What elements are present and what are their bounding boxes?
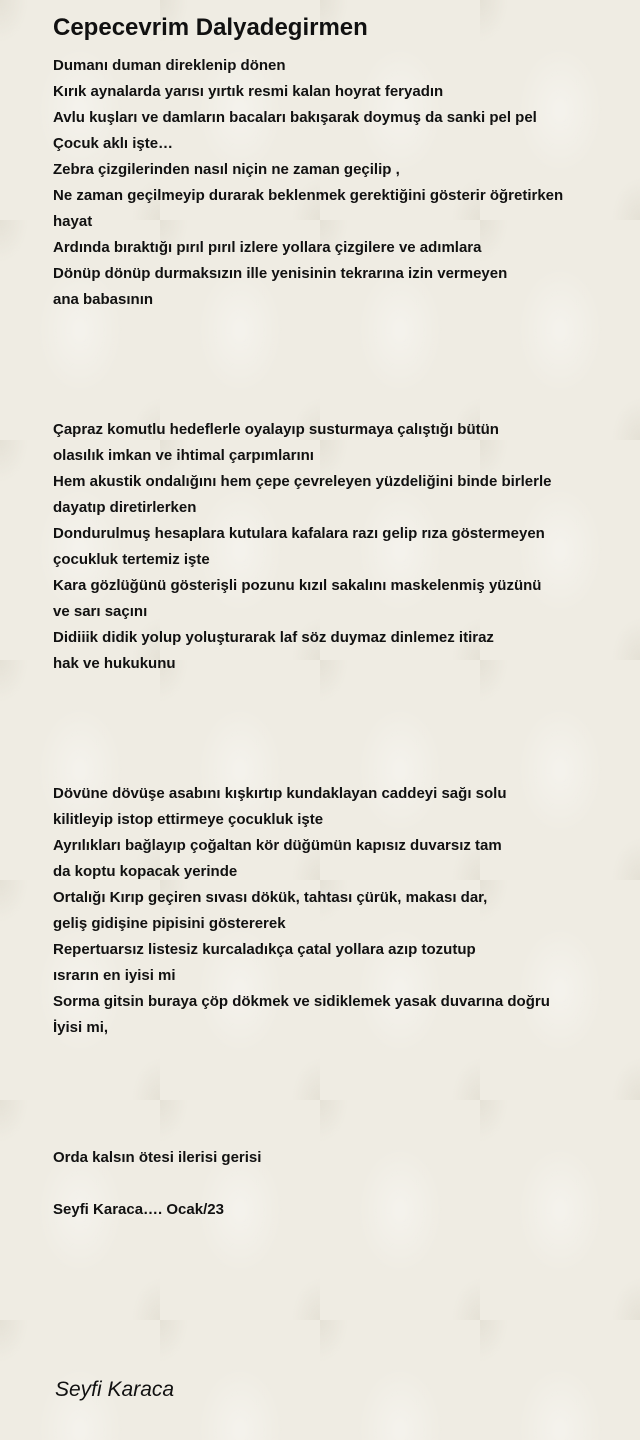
poem-line: Ardında bıraktığı pırıl pırıl izlere yollara çizgilere ve adımlara bbox=[53, 239, 482, 256]
poem-line: Dövüne dövüşe asabını kışkırtıp kundaklayan caddeyi sağı solu bbox=[53, 785, 507, 802]
closing-line: Orda kalsın ötesi ilerisi gerisi bbox=[53, 1149, 262, 1166]
poem-line: Sorma gitsin buraya çöp dökmek ve sidiklemek yasak duvarına doğru bbox=[53, 993, 550, 1010]
poem-line: olasılık imkan ve ihtimal çarpımlarını bbox=[53, 447, 314, 464]
poem-line: da koptu kopacak yerinde bbox=[53, 863, 238, 880]
poem-line: Didiiik didik yolup yoluşturarak laf söz duymaz dinlemez itiraz bbox=[53, 629, 494, 646]
poem-line: Ayrılıkları bağlayıp çoğaltan kör düğümün kapısız duvarsız tam bbox=[53, 837, 502, 854]
poem-title: Cepecevrim Dalyadegirmen bbox=[53, 14, 368, 41]
poem-line: hayat bbox=[53, 213, 93, 230]
poem-body bbox=[53, 53, 623, 1223]
poem-line: Avlu kuşları ve damların bacaları bakışarak doymuş da sanki pel pel bbox=[53, 109, 537, 126]
poem-line: geliş gidişine pipisini göstererek bbox=[53, 915, 286, 932]
poem-line: İyisi mi, bbox=[53, 1019, 109, 1036]
poem-line: kilitleyip istop ettirmeye çocukluk işte bbox=[53, 811, 324, 828]
poem-line: dayatıp diretirlerken bbox=[53, 499, 197, 516]
poem-line: Ne zaman geçilmeyip durarak beklenmek gerektiğini gösterir öğretirken bbox=[53, 187, 564, 204]
poem-line: Ortalığı Kırıp geçiren sıvası dökük, tahtası çürük, makası dar, bbox=[53, 889, 488, 906]
poem-line: Dönüp dönüp durmaksızın ille yenisinin tekrarına izin vermeyen bbox=[53, 265, 508, 282]
poem-line: Dumanı duman direklenip dönen bbox=[53, 57, 286, 74]
poem-line: Çapraz komutlu hedeflerle oyalayıp susturmaya çalıştığı bütün bbox=[53, 421, 499, 438]
poem-line: çocukluk tertemiz işte bbox=[53, 551, 210, 568]
poem-line: Hem akustik ondalığını hem çepe çevreleyen yüzdeliğini binde birlerle bbox=[53, 473, 552, 490]
poem-line: ana babasının bbox=[53, 291, 154, 308]
poem-line: Kırık aynalarda yarısı yırtık resmi kalan hoyrat feryadın bbox=[53, 83, 444, 100]
poem-line: ısrarın en iyisi mi bbox=[53, 967, 176, 984]
poem-container bbox=[53, 0, 623, 1249]
poem-signature-line: Seyfi Karaca…. Ocak/23 bbox=[53, 1201, 224, 1218]
author-signature: Seyfi Karaca bbox=[55, 1378, 175, 1401]
poem-line: Zebra çizgilerinden nasıl niçin ne zaman geçilip , bbox=[53, 161, 400, 178]
stanza-2 bbox=[53, 417, 623, 677]
poem-line: ve sarı saçını bbox=[53, 603, 148, 620]
stanza-1 bbox=[53, 53, 623, 313]
poem-line: Dondurulmuş hesaplara kutulara kafalara razı gelip rıza göstermeyen bbox=[53, 525, 545, 542]
poem-line: Kara gözlüğünü gösterişli pozunu kızıl sakalını maskelenmiş yüzünü bbox=[53, 577, 542, 594]
poem-line: Repertuarsız listesiz kurcaladıkça çatal yollara azıp tozutup bbox=[53, 941, 476, 958]
poem-closing bbox=[53, 1145, 623, 1223]
poem-line: hak ve hukukunu bbox=[53, 655, 176, 672]
poem-line: Çocuk aklı işte… bbox=[53, 135, 174, 152]
stanza-3 bbox=[53, 781, 623, 1041]
